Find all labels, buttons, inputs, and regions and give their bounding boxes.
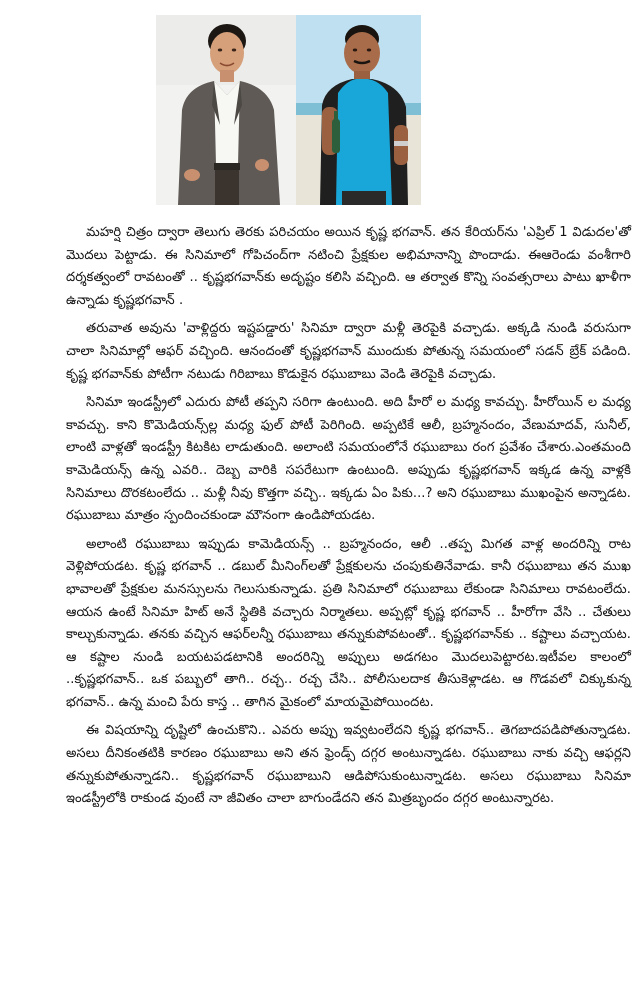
article-paragraph: అలాంటి రఘుబాబు ఇప్పుడు కామెడియన్స్ .. బ్రహ్మనందం, ఆలీ ..తప్ప మిగత వాళ్ల అందరిన్ని రాట వెళ్లిపోయడట. కృష్ణ భగవాన్ .. డబుల్ మీనింగ్‌లతో ప్రేక్షకులను చంపుకుతినేవాడు. కానీ రఘుబాబు తన ముఖ భావాలతో ప్రేక్షకుల మనస్సులను గెలుసుకున్నాడు. ప్రతి సినిమాలో రఘుబాబు లేకుండా సినిమాలు రావటంలేదు. ఆయన ఉంటే సినిమా హిట్ అనే స్థితికి వచ్చారు నిర్మాతలు. అప్పట్లో కృష్ణ భగవాన్ .. హీరోగా వేసి .. చేతులు కాల్చుకున్నాడు. తనకు వచ్చిన ఆఫర్‌లన్నీ రఘుబాబు తన్నుకుపోవటంతో.. కృష్ణభగవాన్‌కు .. కష్టాలు వచ్చాయట. ఆ కష్టాల నుండి బయటపడటానికి అందరిన్ని అప్పులు అడగటం మొదలుపెట్టారట.ఇటీవల కాలంలో ..కృష్ణభగవాన్.. ఒక పబ్బులో తాగి.. రచ్చ.. రచ్చ చేసి.. పోలీసులదాక తీసుకెళ్లాడట. ఆ గొడవలో చిక్కుకున్న భగవాన్.. ఉన్న మంచి పేరు కాస్త .. తాగిన మైకంలో మాయమైపోయిందట. xyxy=(66,536,631,710)
article-photo xyxy=(156,15,421,205)
article-paragraph: తరువాత అవును 'వాళ్లిద్దరు ఇష్టపడ్డారు' సినిమా ద్వారా మళ్లీ తెరపైకి వచ్చాడు. అక్కడి నుండి వరుసుగా చాలా సినిమాల్లో ఆఫర్ వచ్చింది. ఆనందంతో కృష్ణభగవాన్ ముందుకు పోతున్న సమయంలో సడన్ బ్రేక్ పడింది. కృష్ణ భగవాన్‌కు పోటీగా నటుడు గిరిబాబు కొడుకైన రఘుబాబు వెండి తెరపైకి వచ్చాడు. xyxy=(66,321,631,382)
article-paragraph: ఈ విషయాన్ని దృష్టిలో ఉంచుకొని.. ఎవరు అప్పు ఇవ్వటంలేదని కృష్ణ భగవాన్.. తెగబాదపడిపోతున్నాడట. అసలు దీనికంతటికి కారణం రఘుబాబు అని తన ఫ్రెండ్స్ దగ్గర అంటున్నాడట. రఘుబాబు నాకు వచ్చి ఆఫర్లని తన్నుకుపోతున్నాడని.. కృష్ణభగవాన్ రఘుబాబుని ఆడిపోసుకుంటున్నాడట. అసలు రఘుబాబు సినిమా ఇండస్ట్రీలోకి రాకుండ వుంటే నా జీవితం చాలా బాగుండేదని తన మిత్రబృందం దగ్గర అంటున్నారట. xyxy=(66,723,631,807)
article-paragraph: సినిమా ఇండస్ట్రీలో ఎదురు పోటీ తప్పని సరిగా ఉంటుంది. అది హీరో ల మధ్య కావచ్చు. హీరోయిన్ ల మధ్య కావచ్చు. కాని కొమెడియన్స్‌ల్ల మధ్య ఫుల్ పోటీ పెరిగింది. అప్పటికే ఆలీ, బ్రహ్మనందం, వేణుమాదవ్, సునీల్, లాంటి వాళ్లతో ఇండస్ట్రీ కిటకిట లాడుతుంది. అలాంటి సమయంలోనే రఘుబాబు రంగ ప్రవేశం చేశారు.ఎంతమంది కామెడియన్స్ ఉన్న ఎవరి.. దెబ్బ వారికి సపరేటుగా ఉంటుంది. అప్పుడు కృష్ణభగవాన్ ఇక్కడ ఉన్న వాళ్లకి సినిమాలు దొరకటంలేదు .. మళ్లీ నీవు కొత్తగా వచ్చి.. ఇక్కడు ఏం పికు...? అని రఘుబాబు ముఖంపైన అన్నాడట. రఘుబాబు మాత్రం స్పందించకుండా మౌనంగా ఉండిపోయడట. xyxy=(66,395,631,524)
photo-right-actor xyxy=(296,15,421,205)
photo-left-actor xyxy=(156,15,296,205)
article-body xyxy=(66,222,631,817)
article-paragraph: మహర్షి చిత్రం ద్వారా తెలుగు తెరకు పరిచయం అయిన కృష్ణ భగవాన్. తన కేరియర్‌ను 'ఎప్రిల్ 1 విడుదల'తో మొదలు పెట్టాడు. ఈ సినిమాలో గోపిచంద్‌గా నటించి ప్రేక్షకుల అభిమానాన్ని పొందాడు. ఈఆరెండు వంశీగారి దర్శకత్వంలో రావటంతో .. కృష్ణభగవాన్‌కు అదృష్టం కలిసి వచ్చింది. ఆ తర్వాత కొన్ని సంవత్సరాలు పాటు ఖాళీగా ఉన్నాడు కృష్ణభగవాన్ . xyxy=(66,225,631,308)
